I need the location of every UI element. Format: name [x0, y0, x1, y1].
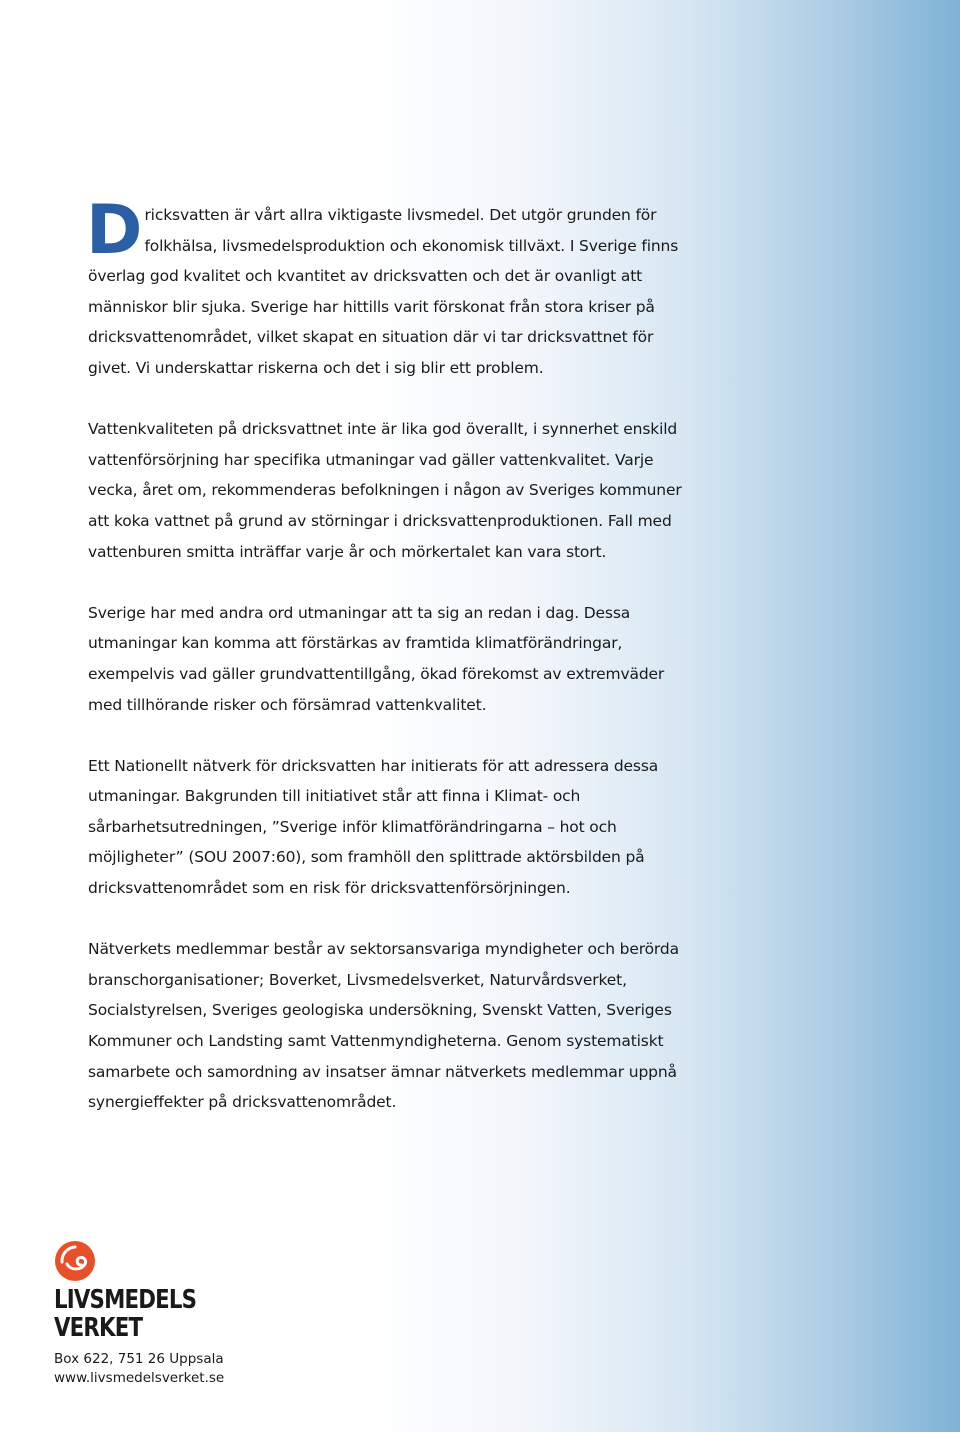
livsmedelsverket-logo-icon	[54, 1240, 96, 1282]
contact-info	[54, 1350, 227, 1388]
paragraph-4: Ett Nationellt nätverk för dricksvatten har initierats för att adressera dessa utmaningar. Bakgrunden till initiativet står att finna i Klimat- och sårbarhetsutredningen, ”Sverige inför klimatförändringarna – hot och möjligheter” (SOU 2007:60), som framhöll den splittrade aktörsbilden på dricksvattenområdet som en risk för dricksvattenförsörjningen.	[88, 756, 659, 898]
paragraph-2: Vattenkvaliteten på dricksvattnet inte är lika god överallt, i synnerhet enskild vattenförsörjning har specifika utmaningar vad gäller vattenkvalitet. Varje vecka, året om, rekommenderas befolkningen i någon av Sveriges kommuner att koka vattnet på grund av störningar i dricksvattenproduktionen. Fall med vattenburen smitta inträffar varje år och mörkertalet kan vara stort.	[88, 420, 682, 561]
logo-line-2: VERKET	[54, 1313, 143, 1343]
website-link[interactable]: www.livsmedelsverket.se	[54, 1370, 225, 1386]
main-text	[86, 191, 698, 1148]
footer	[54, 1240, 227, 1388]
logo-wordmark	[54, 1286, 196, 1342]
paragraph-1-text: ricksvatten är vårt allra viktigaste livsmedel. Det utgör grunden för folkhälsa, livsmedelsproduktion och ekonomisk tillväxt. I Sverige finns överlag god kvalitet och kvantitet av dricksvatten och det är ovanligt att människor blir sjuka. Sverige har hittills varit förskonat från stora kriser på dricksvattenområdet, vilket skapat en situation där vi tar dricksvattnet för givet. Vi underskattar riskerna och det i sig blir ett problem.	[88, 206, 679, 377]
drop-cap: D	[86, 191, 141, 270]
paragraph-3: Sverige har med andra ord utmaningar att ta sig an redan i dag. Dessa utmaningar kan komma att förstärkas av framtida klimatförändringar, exempelvis vad gäller grundvattentillgång, ökad förekomst av extremväder med tillhörande risker och försämrad vattenkvalitet.	[88, 603, 665, 714]
postal-address: Box 622, 751 26 Uppsala	[54, 1351, 224, 1367]
logo-line-1: LIVSMEDELS	[54, 1285, 197, 1315]
paragraph-5: Nätverkets medlemmar består av sektorsansvariga myndigheter och berörda branschorganisationer; Boverket, Livsmedelsverket, Naturvårdsverket, Socialstyrelsen, Sveriges geologiska undersökning, Svenskt Vatten, Sveriges Kommuner och Landsting samt Vattenmyndigheterna. Genom systematiskt samarbete och samordning av insatser ämnar nätverkets medlemmar uppnå synergieffekter på dricksvattenområdet.	[88, 940, 679, 1112]
paragraph-1	[86, 191, 698, 384]
